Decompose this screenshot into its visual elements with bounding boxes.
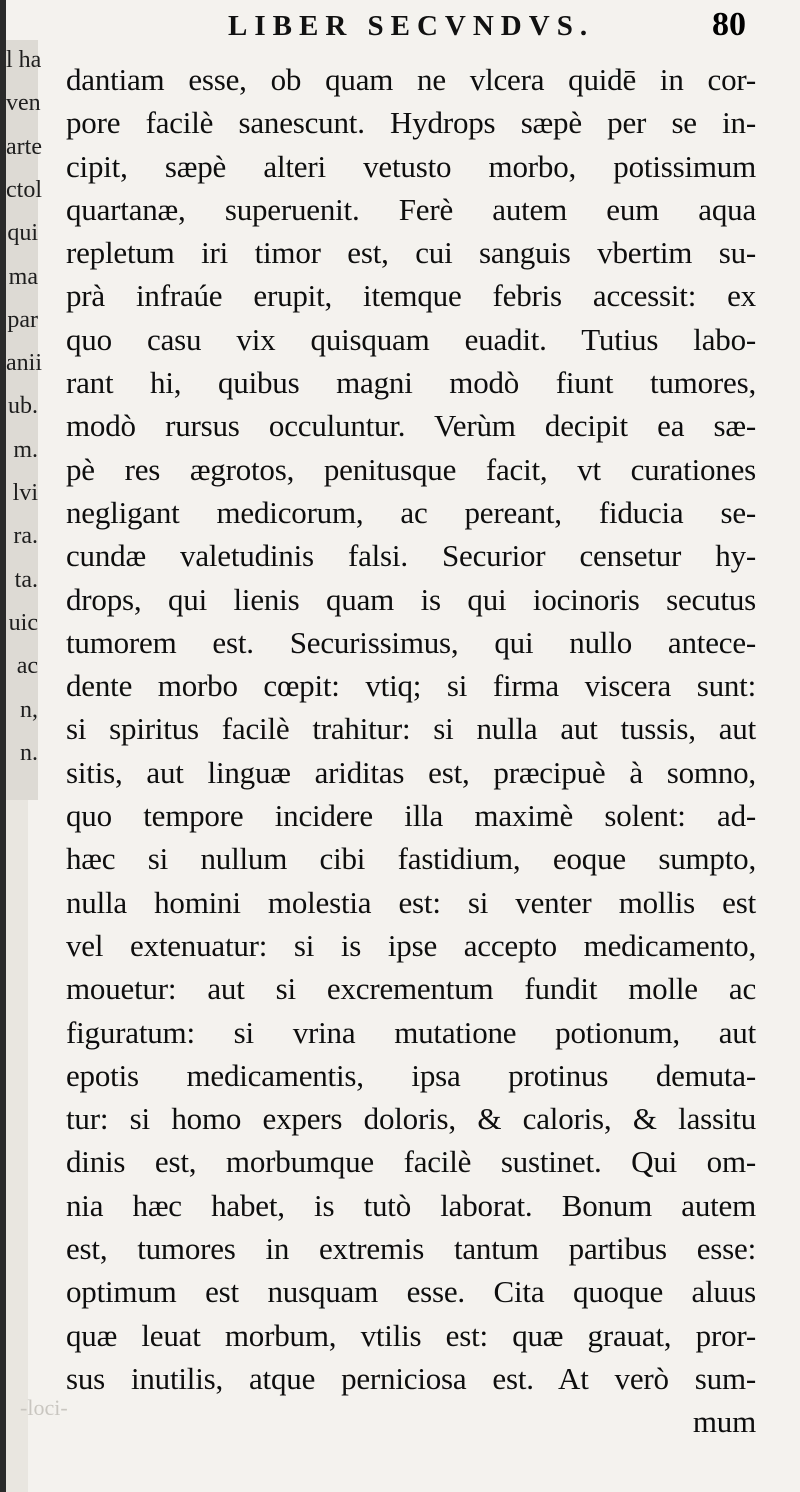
facing-page-fragment: ven xyxy=(6,90,41,117)
facing-page-fragment: uic xyxy=(8,609,38,636)
body-text xyxy=(66,58,756,1444)
text-line: negligant medicorum, ac pereant, fiducia se- xyxy=(66,494,756,530)
catchword: mum xyxy=(692,1404,756,1440)
text-line: pore facilè sanescunt. Hydrops sæpè per se in- xyxy=(66,105,756,141)
text-line: hæc si nullum cibi fastidium, eoque sumpto, xyxy=(66,841,756,877)
text-line: cundæ valetudinis falsi. Securior censetur hy- xyxy=(66,538,756,574)
text-line: dantiam esse, ob quam ne vlcera quidē in cor- xyxy=(66,62,756,97)
text-line: quartanæ, superuenit. Ferè autem eum aqua xyxy=(66,191,756,227)
text-line: epotis medicamentis, ipsa protinus demuta- xyxy=(66,1057,756,1093)
text-line: repletum iri timor est, cui sanguis vbertim su- xyxy=(66,235,756,271)
facing-page-fragment: ub. xyxy=(8,393,38,420)
facing-page-fragment: m. xyxy=(13,436,38,463)
text-line: pè res ægrotos, penitusque facit, vt curationes xyxy=(66,451,756,487)
facing-page-fragment: ta. xyxy=(14,566,38,593)
facing-page-fragment: ma xyxy=(8,263,38,290)
running-header xyxy=(0,0,800,60)
text-line: sus inutilis, atque perniciosa est. At verò sum- xyxy=(66,1360,756,1396)
gutter-shadow xyxy=(6,800,28,1492)
facing-page-fragment: qui xyxy=(7,220,38,247)
text-line: prà infraúe erupit, itemque febris accessit: ex xyxy=(66,278,756,314)
text-line: dente morbo cœpit: vtiq; si firma viscera sunt: xyxy=(66,668,756,704)
page-number: 80 xyxy=(712,6,746,43)
text-line: nulla homini molestia est: si venter mollis est xyxy=(66,884,756,920)
bleed-through-text: -loci- xyxy=(20,1395,68,1420)
facing-page-edge xyxy=(6,40,42,800)
facing-page-fragment: lvi xyxy=(12,480,38,506)
facing-page-fragment: anii xyxy=(6,350,42,377)
text-line: tur: si homo expers doloris, & caloris, & lassitu xyxy=(66,1101,756,1137)
text-line: tumorem est. Securissimus, qui nullo antece- xyxy=(66,624,756,660)
text-line: nia hæc habet, is tutò laborat. Bonum autem xyxy=(66,1187,756,1223)
text-line: rant hi, quibus magni modò fiunt tumores, xyxy=(66,365,756,401)
text-line: drops, qui lienis quam is qui iocinoris secutus xyxy=(66,581,756,617)
facing-page-fragment: arte xyxy=(6,133,42,160)
text-line: est, tumores in extremis tantum partibus esse: xyxy=(66,1231,756,1267)
facing-page-fragment: ra. xyxy=(13,523,38,550)
text-line: cipit, sæpè alteri vetusto morbo, potissimum xyxy=(66,148,756,184)
text-line: quo casu vix quisquam euadit. Tutius labo- xyxy=(66,321,756,357)
facing-page-fragment: n, xyxy=(20,696,38,723)
text-line: dinis est, morbumque facilè sustinet. Qui om- xyxy=(66,1144,756,1180)
text-line: vel extenuatur: si is ipse accepto medicamento, xyxy=(66,927,756,963)
facing-page-fragment: n. xyxy=(20,739,38,766)
facing-page-fragment: par xyxy=(7,306,38,333)
text-line: quo tempore incidere illa maximè solent: ad- xyxy=(66,798,756,834)
facing-page-fragment: l ha xyxy=(6,47,42,73)
running-title: LIBER SECVNDVS. xyxy=(228,10,595,42)
text-line: modò rursus occuluntur. Verùm decipit ea sæ- xyxy=(66,408,756,444)
text-line: mouetur: aut si excrementum fundit molle ac xyxy=(66,971,756,1007)
facing-page-fragment: ctol xyxy=(6,176,42,203)
text-line: si spiritus facilè trahitur: si nulla aut tussis, aut xyxy=(66,711,756,747)
text-line: figuratum: si vrina mutatione potionum, aut xyxy=(66,1014,756,1050)
text-line: quæ leuat morbum, vtilis est: quæ grauat, pror- xyxy=(66,1317,756,1353)
text-line: sitis, aut linguæ ariditas est, præcipuè à somno, xyxy=(66,754,756,790)
text-line: optimum est nusquam esse. Cita quoque aluus xyxy=(66,1274,756,1310)
facing-page-fragment: ac xyxy=(16,653,38,680)
